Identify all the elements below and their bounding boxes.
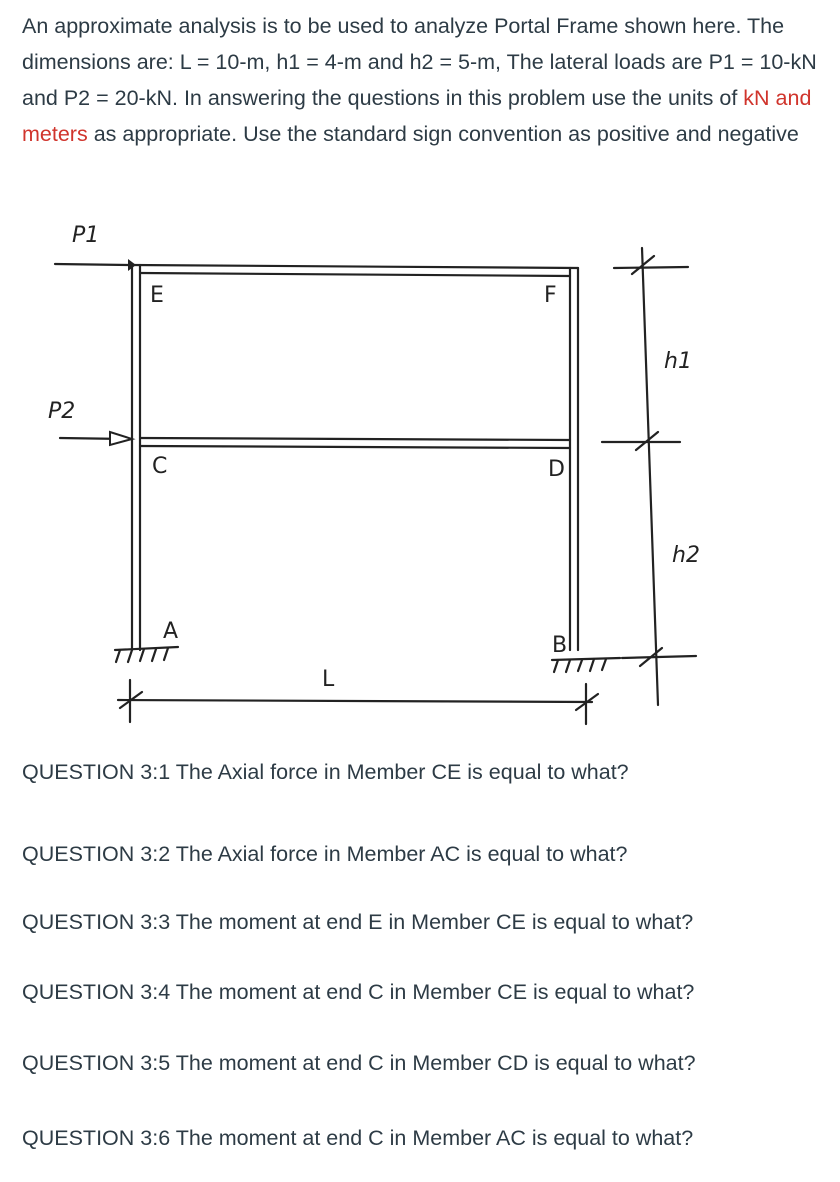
question-3-2: QUESTION 3:2 The Axial force in Member AC is equal to what?	[22, 842, 628, 866]
beam-middle	[140, 438, 570, 448]
fixed-support-a	[115, 647, 178, 662]
column-right	[570, 268, 578, 650]
question-3-1: QUESTION 3:1 The Axial force in Member CE is equal to what?	[22, 760, 629, 784]
load-arrow-p2	[60, 432, 132, 445]
dimension-l	[118, 680, 598, 724]
label-support-a: A	[163, 619, 179, 644]
column-left	[132, 265, 140, 650]
problem-text-start: An approximate analysis is to be used to analyze Portal Frame shown here. The dimensions are: L = 10-m, h1 = 4-m and h2 = 5-m, The lateral loads are P1 = 10-kN and P2 = 20-kN. In answering the questions in this problem use the units of	[22, 14, 817, 110]
problem-statement	[22, 8, 822, 152]
label-joint-c: C	[152, 454, 168, 479]
question-3-4: QUESTION 3:4 The moment at end C in Member CE is equal to what?	[22, 980, 695, 1004]
beam-top	[132, 265, 578, 276]
load-arrow-p1	[55, 259, 136, 271]
question-3-3: QUESTION 3:3 The moment at end E in Member CE is equal to what?	[22, 910, 694, 934]
portal-frame-drawing	[0, 210, 840, 750]
question-3-5: QUESTION 3:5 The moment at end C in Member CD is equal to what?	[22, 1051, 696, 1075]
units-highlight: kN and meters	[22, 86, 812, 146]
label-p2: P2	[48, 399, 76, 424]
fixed-support-b	[552, 658, 620, 672]
label-joint-e: E	[150, 283, 164, 308]
dimension-h	[602, 248, 696, 705]
portal-frame-figure	[0, 210, 840, 750]
label-support-b: B	[552, 633, 568, 658]
question-3-6: QUESTION 3:6 The moment at end C in Member AC is equal to what?	[22, 1126, 694, 1150]
problem-text-end: as appropriate. Use the standard sign convention as positive and negative	[87, 122, 799, 146]
label-dim-l: L	[322, 667, 335, 692]
label-joint-d: D	[548, 457, 565, 482]
label-dim-h2: h2	[672, 543, 700, 568]
label-p1: P1	[72, 223, 100, 248]
label-dim-h1: h1	[664, 349, 692, 374]
label-joint-f: F	[544, 283, 557, 308]
